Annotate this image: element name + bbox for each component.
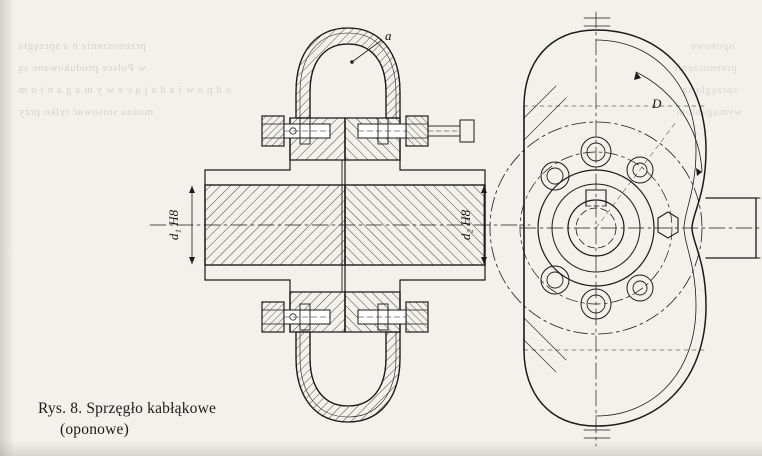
bolt-boss-lower-right: [627, 275, 653, 301]
ghost-text-left-2: w Polsce produkowane są: [18, 62, 146, 74]
figure-caption: [38, 398, 216, 441]
ghost-text-right-1: oponowe: [690, 40, 735, 52]
label-d1-h8: d₁ H8: [166, 209, 181, 241]
label-d2-h8: d₂ H8: [458, 209, 473, 241]
bolt-boss-lower-left: [541, 266, 569, 294]
left-shaft: [205, 170, 345, 280]
ghost-text-left-1: przenoszenie n a sprzęgła: [18, 40, 146, 52]
front-view: [490, 12, 760, 446]
section-view: [150, 28, 530, 422]
ghost-text-right-4: wymaganiom: [676, 106, 742, 118]
ghost-text-right-2: przenoszenie: [672, 62, 737, 74]
hex-nut: [658, 212, 678, 238]
ghost-text-left-3: o d p o w i a d a j ą c e w y m a g a n i o m: [18, 84, 232, 96]
ghost-text-right-3: sprzęgła są: [682, 84, 738, 96]
caption-line-1: Rys. 8. Sprzęgło kabłąkowe: [38, 400, 217, 417]
tyre-element-lower: [296, 332, 400, 422]
label-a: a: [385, 28, 392, 43]
caption-line-2: (oponowe): [60, 421, 129, 439]
bolt-boss-upper-left: [541, 162, 569, 190]
label-D: D: [652, 96, 662, 111]
ghost-text-left-4: można stosować tylko przy: [18, 106, 154, 118]
